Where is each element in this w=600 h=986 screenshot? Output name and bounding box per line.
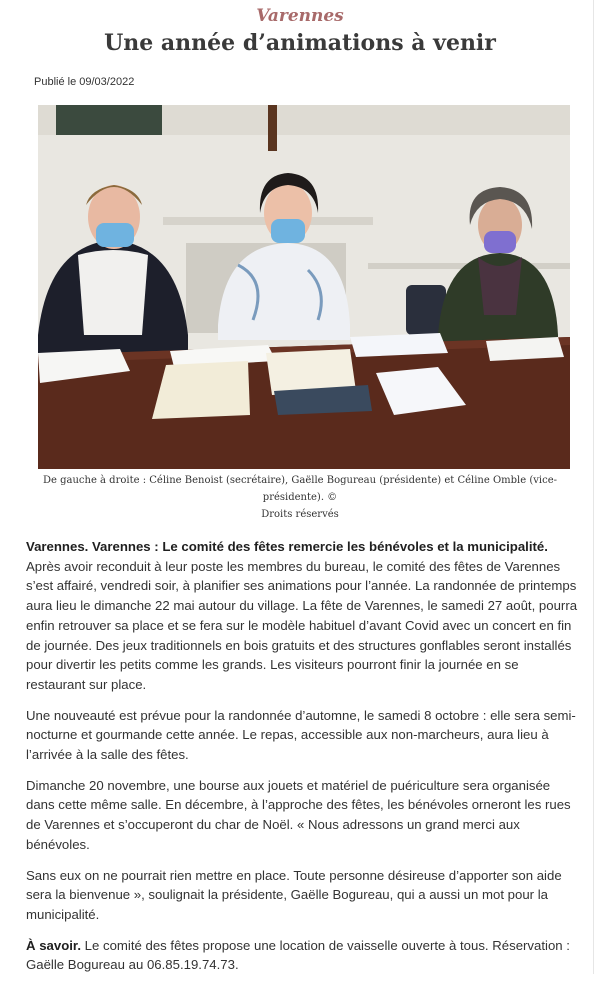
lead-title: Varennes. Varennes : Le comité des fêtes remercie les bénévoles et la municipalité. xyxy=(26,539,548,554)
paragraph: Une nouveauté est prévue pour la randonnée d’automne, le samedi 8 octobre : elle sera semi-nocturne et gourmande cette année. Le repas, accessible aux non-marcheurs, aura lieu à l’arrivée à la salle des fêtes. xyxy=(26,707,576,763)
paragraph xyxy=(26,936,578,975)
wall-painting xyxy=(56,105,162,135)
photo-illustration xyxy=(38,105,570,469)
page-title: Une année d’animations à venir xyxy=(104,30,496,56)
info-label: À savoir. xyxy=(26,937,81,953)
section-kicker: Varennes xyxy=(256,6,344,26)
paragraph xyxy=(26,537,578,695)
paragraph: Sans eux on ne pourrait rien mettre en place. Toute personne désireuse d’apporter son aide sera la bienvenue », soulignait la présidente, Gaëlle Bogureau, qui a aussi un mot pour la municipalité. xyxy=(26,867,562,922)
publish-date: Publié le 09/03/2022 xyxy=(34,76,135,88)
article-body xyxy=(26,537,578,986)
crucifix xyxy=(268,105,277,151)
scan-edge xyxy=(593,0,594,974)
paragraph-text: Après avoir reconduit à leur poste les membres du bureau, le comité des fêtes de Varennes s’est affairé, vendredi soir, à planifier ses animations pour l’année. La randonnée de printemps aura lieu le dimanche 22 mai autour du village. La fête de Varennes, le samedi 27 août, pourra enfin retrouver sa place et se fera sur le modèle habituel d’avant Covid avec un concert en fin de journée. Des jeux traditionnels en bois gratuits et des structures gonflables seront installés pour divertir les petits comme les grands. Les visiteurs pourront finir la journée en se restaurant sur place. xyxy=(26,558,578,692)
caption-credit: Droits réservés xyxy=(261,509,339,520)
article-photo xyxy=(38,105,570,469)
caption-line: De gauche à droite : Céline Benoist (secrétaire), Gaëlle Bogureau (présidente) et Céline Omble (vice-présidente). © xyxy=(42,475,557,503)
paragraph: Dimanche 20 novembre, une bourse aux jouets et matériel de puériculture sera organisée dans cette même salle. En décembre, à l’approche des fêtes, les bénévoles orneront les rues de Varennes et s’occuperont du char de Noël. « Nous adressons un grand merci aux bénévoles. xyxy=(26,777,571,852)
info-text: Le comité des fêtes propose une location de vaisselle ouverte à tous. Réservation : Gaëlle Bogureau au 06.85.19.74.73. xyxy=(26,937,570,973)
photo-caption xyxy=(30,472,570,523)
